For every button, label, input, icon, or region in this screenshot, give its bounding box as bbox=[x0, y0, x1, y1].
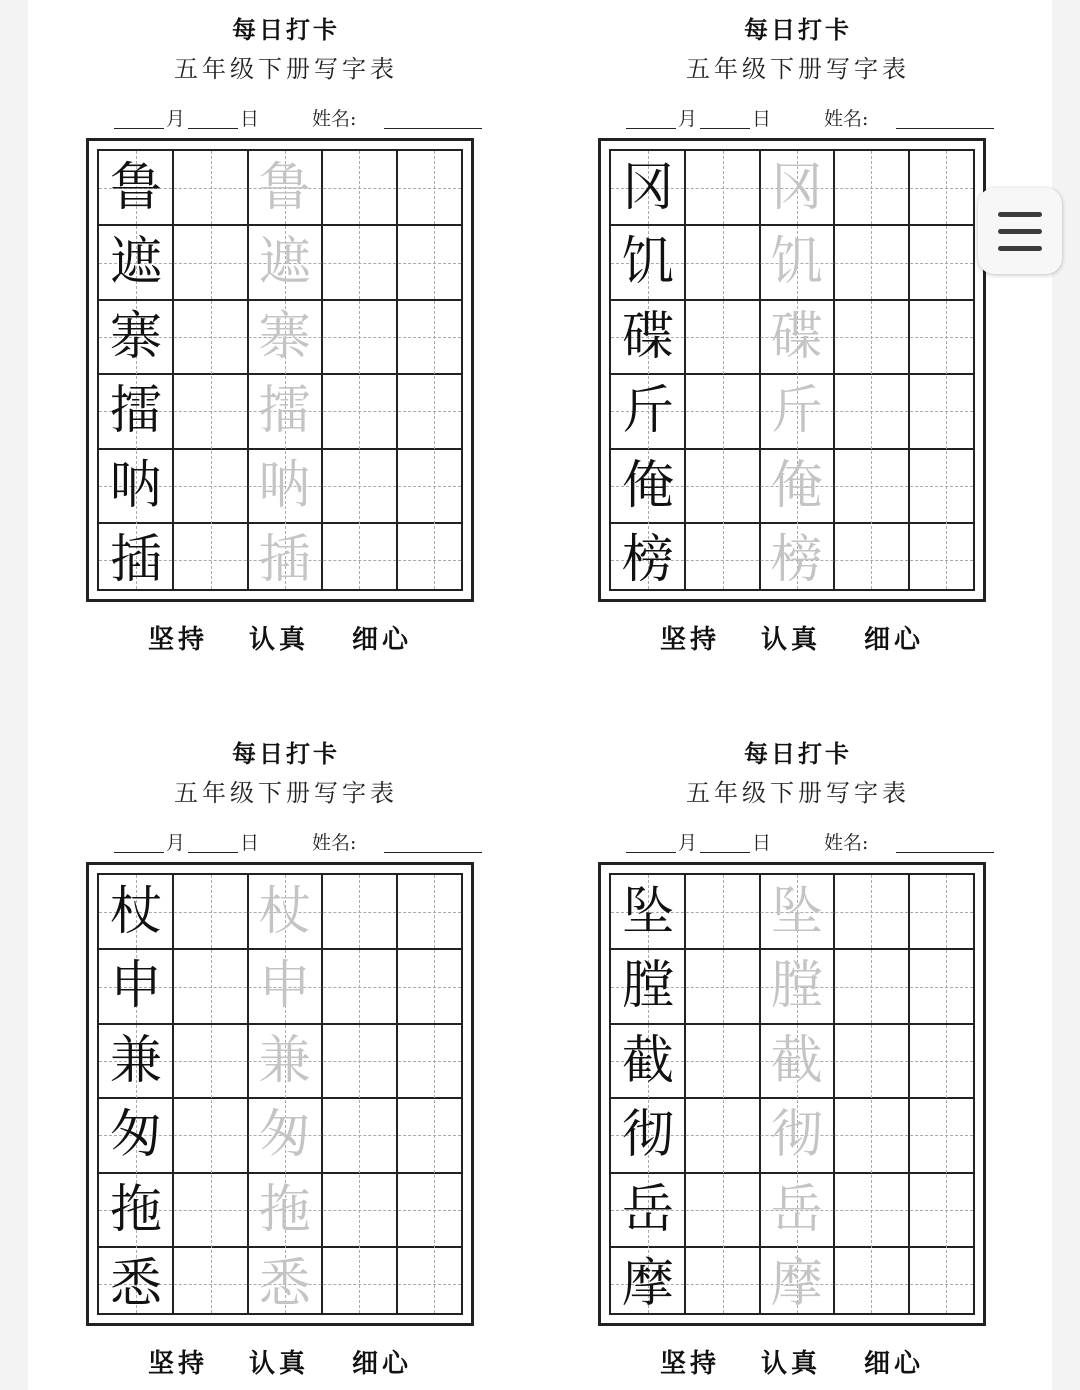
trace-character: 冈 bbox=[770, 158, 823, 218]
motto-text: 坚持 bbox=[148, 625, 209, 655]
model-character: 匆 bbox=[109, 1105, 162, 1166]
trace-character: 斤 bbox=[770, 381, 823, 442]
hamburger-menu-icon bbox=[998, 212, 1042, 217]
writing-grid[interactable] bbox=[609, 873, 975, 1315]
day-blank[interactable] bbox=[188, 128, 238, 129]
trace-character: 坠 bbox=[770, 882, 823, 942]
name-label: 姓名: bbox=[824, 832, 869, 854]
trace-character: 鲁 bbox=[258, 158, 311, 218]
day-blank[interactable] bbox=[700, 852, 750, 853]
writing-grid-frame bbox=[86, 138, 474, 602]
model-character: 榜 bbox=[621, 530, 674, 590]
writing-grid[interactable] bbox=[97, 149, 463, 591]
day-label: 日 bbox=[752, 108, 772, 130]
trace-character: 擂 bbox=[258, 381, 311, 442]
trace-character: 匆 bbox=[258, 1105, 311, 1166]
motto-text: 细心 bbox=[352, 625, 413, 655]
motto-text: 认真 bbox=[249, 625, 310, 655]
model-character: 呐 bbox=[109, 455, 162, 516]
date-name-fields bbox=[114, 102, 484, 132]
model-character: 摩 bbox=[621, 1254, 674, 1314]
guide-dash-vertical bbox=[723, 151, 724, 589]
motto-text: 细心 bbox=[352, 1349, 413, 1379]
trace-character: 插 bbox=[258, 530, 311, 590]
hamburger-menu-icon-bar bbox=[998, 229, 1042, 234]
guide-dash-vertical bbox=[871, 151, 872, 589]
day-label: 日 bbox=[240, 108, 260, 130]
guide-dash-vertical bbox=[946, 151, 947, 589]
trace-character: 兼 bbox=[258, 1030, 311, 1091]
model-character: 斤 bbox=[621, 381, 674, 442]
sheet-title: 每日打卡 bbox=[232, 739, 340, 768]
guide-dash-vertical bbox=[434, 151, 435, 589]
trace-character: 遮 bbox=[258, 232, 311, 293]
guide-dash-vertical bbox=[359, 151, 360, 589]
month-label: 月 bbox=[166, 832, 186, 854]
model-character: 截 bbox=[621, 1030, 674, 1091]
guide-dash-vertical bbox=[359, 875, 360, 1313]
sheet-subtitle: 五年级下册写字表 bbox=[686, 779, 910, 807]
month-label: 月 bbox=[678, 108, 698, 130]
guide-dash-vertical bbox=[723, 875, 724, 1313]
writing-grid[interactable] bbox=[97, 873, 463, 1315]
motto-text: 细心 bbox=[864, 1349, 925, 1379]
date-name-fields bbox=[626, 826, 996, 856]
menu-button[interactable] bbox=[978, 188, 1062, 274]
model-character: 岳 bbox=[621, 1179, 674, 1240]
name-label: 姓名: bbox=[312, 832, 357, 854]
trace-character: 彻 bbox=[770, 1105, 823, 1166]
guide-dash-vertical bbox=[211, 875, 212, 1313]
sheet-subtitle: 五年级下册写字表 bbox=[174, 55, 398, 83]
model-character: 寨 bbox=[109, 306, 162, 367]
day-label: 日 bbox=[240, 832, 260, 854]
motto-text: 坚持 bbox=[148, 1349, 209, 1379]
trace-character: 杖 bbox=[258, 882, 311, 942]
model-character: 彻 bbox=[621, 1105, 674, 1166]
writing-grid-frame bbox=[598, 862, 986, 1326]
trace-character: 岳 bbox=[770, 1179, 823, 1240]
trace-character: 截 bbox=[770, 1030, 823, 1091]
model-character: 插 bbox=[109, 530, 162, 590]
trace-character: 呐 bbox=[258, 455, 311, 516]
model-character: 鲁 bbox=[109, 158, 162, 218]
name-blank[interactable] bbox=[384, 852, 482, 853]
writing-grid-frame bbox=[598, 138, 986, 602]
guide-dash-vertical bbox=[871, 875, 872, 1313]
model-character: 坠 bbox=[621, 882, 674, 942]
month-label: 月 bbox=[678, 832, 698, 854]
trace-character: 寨 bbox=[258, 306, 311, 367]
model-character: 冈 bbox=[621, 158, 674, 218]
trace-character: 榜 bbox=[770, 530, 823, 590]
trace-character: 饥 bbox=[770, 232, 823, 293]
writing-grid-frame bbox=[86, 862, 474, 1326]
trace-character: 拖 bbox=[258, 1179, 311, 1240]
trace-character: 申 bbox=[258, 956, 311, 1017]
sheet-title: 每日打卡 bbox=[744, 15, 852, 44]
hamburger-menu-icon-bar bbox=[998, 246, 1042, 251]
writing-grid[interactable] bbox=[609, 149, 975, 591]
date-name-fields bbox=[114, 826, 484, 856]
motto-text: 认真 bbox=[761, 625, 822, 655]
model-character: 饥 bbox=[621, 232, 674, 293]
date-name-fields bbox=[626, 102, 996, 132]
trace-character: 俺 bbox=[770, 455, 823, 516]
sheet-title: 每日打卡 bbox=[232, 15, 340, 44]
trace-character: 膛 bbox=[770, 956, 823, 1017]
motto-text: 认真 bbox=[249, 1349, 310, 1379]
month-label: 月 bbox=[166, 108, 186, 130]
name-blank[interactable] bbox=[896, 128, 994, 129]
sheet-subtitle: 五年级下册写字表 bbox=[686, 55, 910, 83]
model-character: 拖 bbox=[109, 1179, 162, 1240]
month-blank[interactable] bbox=[114, 128, 164, 129]
motto-text: 坚持 bbox=[660, 625, 721, 655]
model-character: 碟 bbox=[621, 306, 674, 367]
name-blank[interactable] bbox=[896, 852, 994, 853]
model-character: 膛 bbox=[621, 956, 674, 1017]
name-label: 姓名: bbox=[312, 108, 357, 130]
motto-text: 坚持 bbox=[660, 1349, 721, 1379]
month-blank[interactable] bbox=[626, 852, 676, 853]
trace-character: 摩 bbox=[770, 1254, 823, 1314]
sheet-title: 每日打卡 bbox=[744, 739, 852, 768]
day-blank[interactable] bbox=[188, 852, 238, 853]
model-character: 兼 bbox=[109, 1030, 162, 1091]
name-label: 姓名: bbox=[824, 108, 869, 130]
model-character: 俺 bbox=[621, 455, 674, 516]
month-blank[interactable] bbox=[114, 852, 164, 853]
guide-dash-vertical bbox=[211, 151, 212, 589]
trace-character: 碟 bbox=[770, 306, 823, 367]
day-blank[interactable] bbox=[700, 128, 750, 129]
model-character: 遮 bbox=[109, 232, 162, 293]
guide-dash-vertical bbox=[946, 875, 947, 1313]
model-character: 擂 bbox=[109, 381, 162, 442]
trace-character: 悉 bbox=[258, 1254, 311, 1314]
motto-text: 细心 bbox=[864, 625, 925, 655]
model-character: 悉 bbox=[109, 1254, 162, 1314]
day-label: 日 bbox=[752, 832, 772, 854]
motto-text: 认真 bbox=[761, 1349, 822, 1379]
model-character: 申 bbox=[109, 956, 162, 1017]
name-blank[interactable] bbox=[384, 128, 482, 129]
month-blank[interactable] bbox=[626, 128, 676, 129]
guide-dash-vertical bbox=[434, 875, 435, 1313]
sheet-subtitle: 五年级下册写字表 bbox=[174, 779, 398, 807]
model-character: 杖 bbox=[109, 882, 162, 942]
